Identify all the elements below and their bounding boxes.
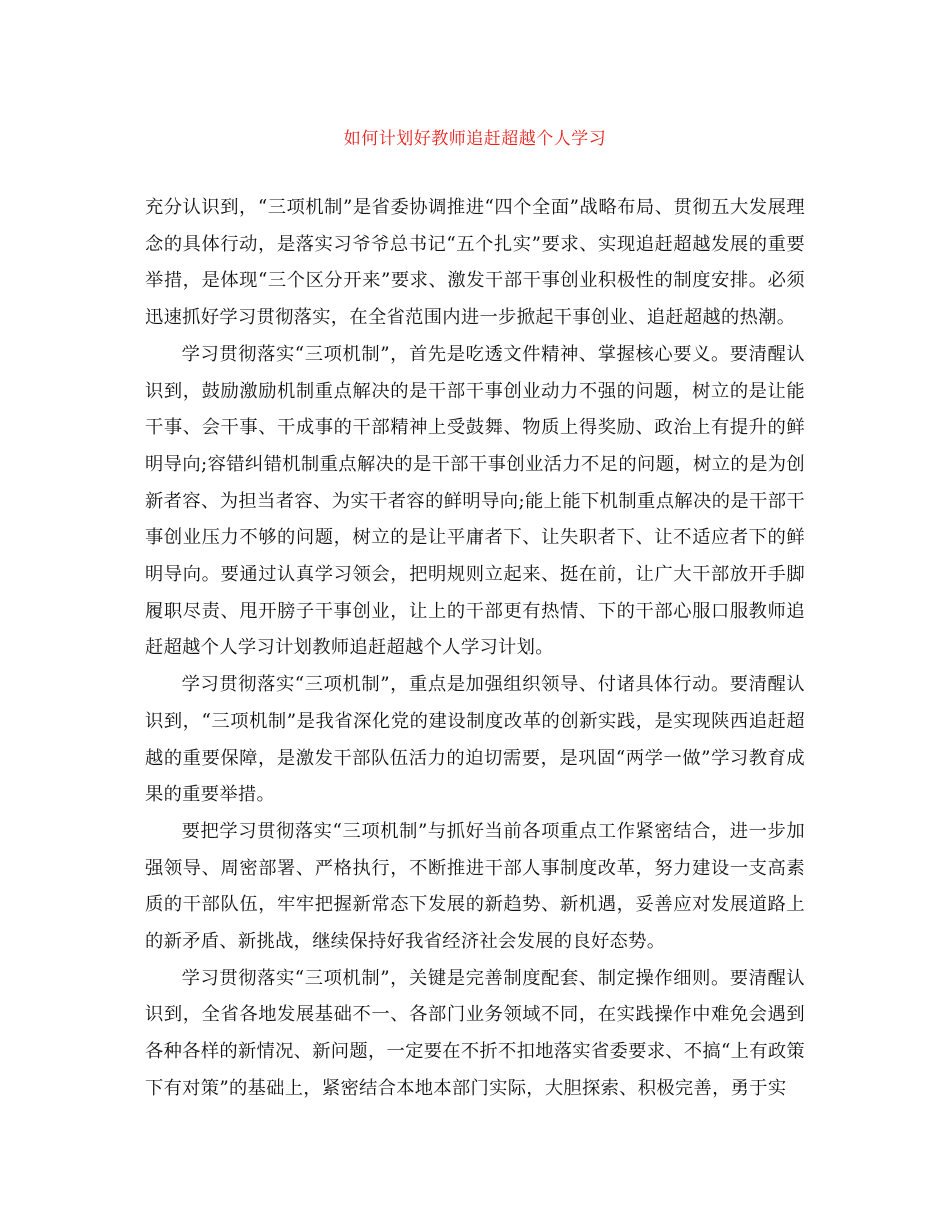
paragraph-3: 学习贯彻落实“三项机制”，重点是加强组织领导、付诸具体行动。要清醒认识到，“三项机制”是我省深化党的建设制度改革的创新实践，是实现陕西追赶超越的重要保障，是激发干部队伍活力的迫切需要，是巩固“两学一做”学习教育成果的重要举措。	[145, 674, 805, 806]
paragraph-2: 学习贯彻落实“三项机制”，首先是吃透文件精神、掌握核心要义。要清醒认识到，鼓励激励机制重点解决的是干部干事创业动力不强的问题，树立的是让能干事、会干事、干成事的干部精神上受鼓舞、物质上得奖励、政治上有提升的鲜明导向;容错纠错机制重点解决的是干部干事创业活力不足的问题，树立的是为创新者容、为担当者容、为实干者容的鲜明导向;能上能下机制重点解决的是干部干事创业压力不够的问题，树立的是让平庸者下、让失职者下、让不适应者下的鲜明导向。要通过认真学习领会，把明规则立起来、挺在前，让广大干部放开手脚履职尽责、甩开膀子干事创业，让上的干部更有热情、下的干部心服口服教师追赶超越个人学习计划教师追赶超越个人学习计划。	[145, 343, 805, 659]
document-title: 如何计划好教师追赶超越个人学习	[343, 129, 607, 149]
paragraph-4: 要把学习贯彻落实“三项机制”与抓好当前各项重点工作紧密结合，进一步加强领导、周密部署、严格执行，不断推进干部人事制度改革，努力建设一支高素质的干部队伍，牢牢把握新常态下发展的新趋势、新机遇，妥善应对发展道路上的新矛盾、新挑战，继续保持好我省经济社会发展的良好态势。	[145, 820, 805, 953]
paragraph-5: 学习贯彻落实“三项机制”，关键是完善制度配套、制定操作细则。要清醒认识到，全省各地发展基础不一、各部门业务领域不同，在实践操作中难免会遇到各种各样的新情况、新问题，一定要在不折不扣地落实省委要求、不搞“上有政策下有对策”的基础上，紧密结合本地本部门实际，大胆探索、积极完善，勇于实	[145, 967, 805, 1099]
paragraph-1: 充分认识到，“三项机制”是省委协调推进“四个全面”战略布局、贯彻五大发展理念的具体行动，是落实习爷爷总书记“五个扎实”要求、实现追赶超越发展的重要举措，是体现“三个区分开来”要求、激发干部干事创业积极性的制度安排。必须迅速抓好学习贯彻落实，在全省范围内进一步掀起干事创业、追赶超越的热潮。	[145, 197, 805, 329]
document-body	[145, 190, 805, 1108]
